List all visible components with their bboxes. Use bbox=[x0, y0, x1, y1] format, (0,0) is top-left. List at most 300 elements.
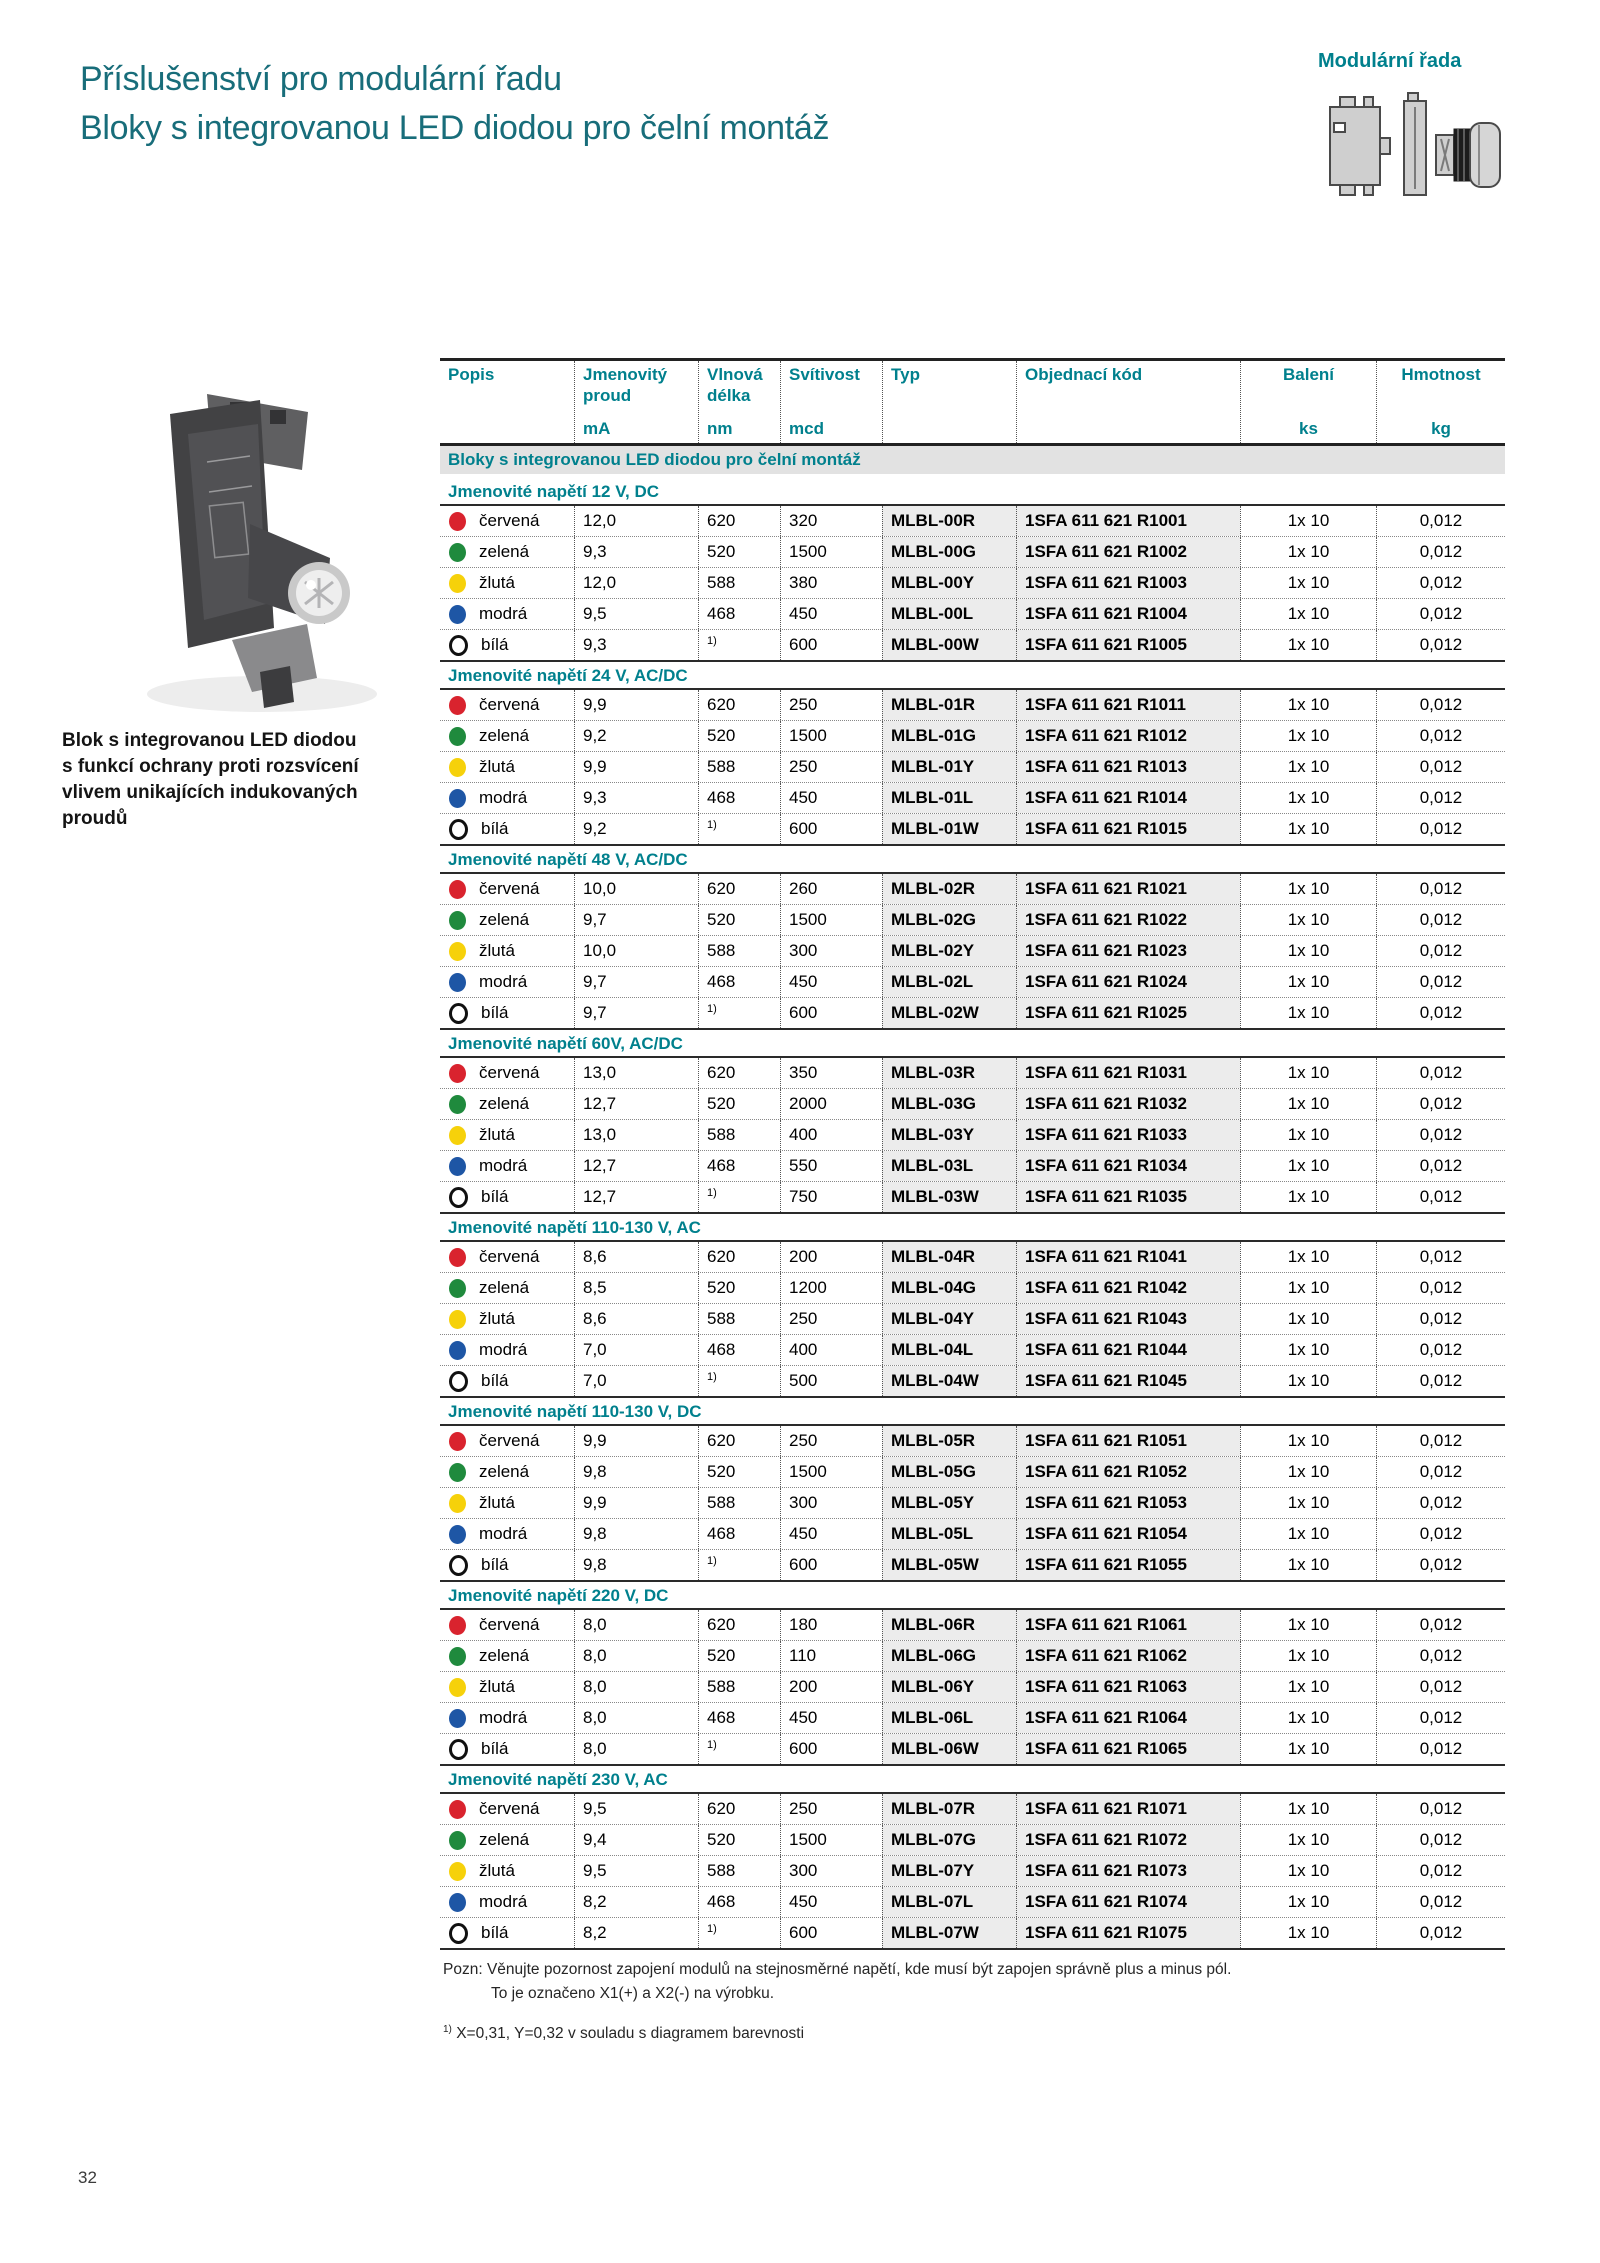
led-color-dot-blue bbox=[449, 1341, 466, 1360]
color-name: modrá bbox=[479, 1524, 528, 1543]
cell-package: 1x 10 bbox=[1240, 1794, 1376, 1824]
cell-weight: 0,012 bbox=[1376, 1304, 1505, 1334]
led-color-dot-green bbox=[449, 911, 466, 930]
cell-rated-current: 8,0 bbox=[574, 1672, 698, 1702]
cell-package: 1x 10 bbox=[1240, 1151, 1376, 1181]
table-row bbox=[440, 1671, 1505, 1702]
led-color-dot-red bbox=[449, 696, 466, 715]
cell-package: 1x 10 bbox=[1240, 814, 1376, 844]
column-header bbox=[698, 361, 780, 443]
caption-line: vlivem unikajících indukovaných bbox=[62, 782, 358, 803]
cell-type: MLBL-04Y bbox=[882, 1304, 1016, 1334]
cell-weight: 0,012 bbox=[1376, 814, 1505, 844]
cell-type: MLBL-06R bbox=[882, 1610, 1016, 1640]
cell-weight: 0,012 bbox=[1376, 1457, 1505, 1487]
led-color-dot-white bbox=[449, 1739, 468, 1760]
modular-range-icon bbox=[1318, 87, 1508, 205]
cell-luminosity: 380 bbox=[780, 568, 882, 598]
led-color-dot-yellow bbox=[449, 758, 466, 777]
cell-order-code: 1SFA 611 621 R1065 bbox=[1016, 1734, 1240, 1764]
cell-type: MLBL-03W bbox=[882, 1182, 1016, 1212]
section-title: Jmenovité napětí 12 V, DC bbox=[440, 478, 1505, 506]
led-color-dot-blue bbox=[449, 1157, 466, 1176]
cell-package: 1x 10 bbox=[1240, 1825, 1376, 1855]
cell-order-code: 1SFA 611 621 R1004 bbox=[1016, 599, 1240, 629]
column-label: Objednací kód bbox=[1025, 365, 1143, 384]
series-corner bbox=[1318, 50, 1528, 205]
cell-weight: 0,012 bbox=[1376, 905, 1505, 935]
column-unit: ks bbox=[1299, 419, 1318, 438]
led-color-dot-yellow bbox=[449, 1862, 466, 1881]
column-sublabel: proud bbox=[583, 386, 632, 405]
cell-package: 1x 10 bbox=[1240, 1273, 1376, 1303]
led-color-dot-white bbox=[449, 1371, 468, 1392]
cell-weight: 0,012 bbox=[1376, 1550, 1505, 1580]
series-label: Modulární řada bbox=[1318, 50, 1462, 72]
cell-type: MLBL-00G bbox=[882, 537, 1016, 567]
cell-weight: 0,012 bbox=[1376, 506, 1505, 536]
color-name: modrá bbox=[479, 1708, 528, 1727]
cell-order-code: 1SFA 611 621 R1073 bbox=[1016, 1856, 1240, 1886]
cell-order-code: 1SFA 611 621 R1001 bbox=[1016, 506, 1240, 536]
cell-type: MLBL-07R bbox=[882, 1794, 1016, 1824]
cell-order-code: 1SFA 611 621 R1064 bbox=[1016, 1703, 1240, 1733]
cell-type: MLBL-07Y bbox=[882, 1856, 1016, 1886]
cell-luminosity: 450 bbox=[780, 1519, 882, 1549]
cell-luminosity: 450 bbox=[780, 783, 882, 813]
cell-order-code: 1SFA 611 621 R1033 bbox=[1016, 1120, 1240, 1150]
table-row bbox=[440, 1610, 1505, 1640]
cell-wavelength: 588 bbox=[698, 1488, 780, 1518]
cell-weight: 0,012 bbox=[1376, 1058, 1505, 1088]
cell-luminosity: 450 bbox=[780, 1703, 882, 1733]
cell-type: MLBL-01Y bbox=[882, 752, 1016, 782]
cell-package: 1x 10 bbox=[1240, 1856, 1376, 1886]
cell-package: 1x 10 bbox=[1240, 1120, 1376, 1150]
led-color-dot-white bbox=[449, 819, 468, 840]
table-row bbox=[440, 1886, 1505, 1917]
table-row bbox=[440, 1855, 1505, 1886]
color-name: žlutá bbox=[479, 1309, 515, 1328]
cell-weight: 0,012 bbox=[1376, 1672, 1505, 1702]
cell-luminosity: 250 bbox=[780, 1794, 882, 1824]
led-color-dot-red bbox=[449, 1800, 466, 1819]
cell-rated-current: 8,6 bbox=[574, 1304, 698, 1334]
cell-package: 1x 10 bbox=[1240, 1887, 1376, 1917]
column-header bbox=[882, 361, 1016, 443]
cell-luminosity: 350 bbox=[780, 1058, 882, 1088]
cell-wavelength: 468 bbox=[698, 967, 780, 997]
led-color-dot-blue bbox=[449, 1893, 466, 1912]
cell-type: MLBL-00Y bbox=[882, 568, 1016, 598]
page-title: Příslušenství pro modulární řadu bbox=[80, 60, 562, 98]
photo-caption bbox=[62, 728, 442, 832]
led-color-dot-white bbox=[449, 1003, 468, 1024]
cell-popis bbox=[440, 752, 574, 782]
color-name: bílá bbox=[481, 1739, 509, 1758]
led-color-dot-red bbox=[449, 1248, 466, 1267]
table-row bbox=[440, 1242, 1505, 1272]
cell-rated-current: 8,2 bbox=[574, 1887, 698, 1917]
cell-package: 1x 10 bbox=[1240, 752, 1376, 782]
cell-weight: 0,012 bbox=[1376, 752, 1505, 782]
cell-type: MLBL-01W bbox=[882, 814, 1016, 844]
cell-order-code: 1SFA 611 621 R1052 bbox=[1016, 1457, 1240, 1487]
cell-package: 1x 10 bbox=[1240, 1089, 1376, 1119]
cell-package: 1x 10 bbox=[1240, 1519, 1376, 1549]
voltage-section bbox=[440, 1766, 1505, 1950]
product-photo bbox=[112, 372, 392, 720]
column-label: Balení bbox=[1282, 365, 1335, 384]
cell-type: MLBL-04G bbox=[882, 1273, 1016, 1303]
cell-rated-current: 9,7 bbox=[574, 998, 698, 1028]
cell-package: 1x 10 bbox=[1240, 1918, 1376, 1948]
column-header bbox=[1016, 361, 1240, 443]
cell-popis bbox=[440, 967, 574, 997]
color-name: zelená bbox=[479, 1462, 530, 1481]
table-row bbox=[440, 1181, 1505, 1212]
cell-wavelength: 1) bbox=[698, 1366, 780, 1396]
cell-luminosity: 450 bbox=[780, 967, 882, 997]
cell-luminosity: 300 bbox=[780, 936, 882, 966]
cell-luminosity: 2000 bbox=[780, 1089, 882, 1119]
column-sublabel: délka bbox=[707, 386, 751, 405]
cell-type: MLBL-05R bbox=[882, 1426, 1016, 1456]
cell-order-code: 1SFA 611 621 R1003 bbox=[1016, 568, 1240, 598]
cell-order-code: 1SFA 611 621 R1045 bbox=[1016, 1366, 1240, 1396]
note-line-1: Pozn: Věnujte pozornost zapojení modulů na stejnosměrné napětí, kde musí být zapojen správně plus a minus pól. bbox=[443, 1961, 1232, 1978]
cell-order-code: 1SFA 611 621 R1053 bbox=[1016, 1488, 1240, 1518]
cell-wavelength: 468 bbox=[698, 599, 780, 629]
cell-order-code: 1SFA 611 621 R1043 bbox=[1016, 1304, 1240, 1334]
cell-weight: 0,012 bbox=[1376, 630, 1505, 660]
cell-rated-current: 9,2 bbox=[574, 814, 698, 844]
cell-popis bbox=[440, 1856, 574, 1886]
cell-weight: 0,012 bbox=[1376, 936, 1505, 966]
cell-popis bbox=[440, 936, 574, 966]
column-label: Jmenovitý bbox=[583, 365, 668, 384]
cell-wavelength: 588 bbox=[698, 1856, 780, 1886]
cell-order-code: 1SFA 611 621 R1044 bbox=[1016, 1335, 1240, 1365]
cell-popis bbox=[440, 1610, 574, 1640]
table-row bbox=[440, 966, 1505, 997]
table-row bbox=[440, 629, 1505, 660]
cell-package: 1x 10 bbox=[1240, 967, 1376, 997]
cell-order-code: 1SFA 611 621 R1034 bbox=[1016, 1151, 1240, 1181]
cell-rated-current: 12,7 bbox=[574, 1151, 698, 1181]
cell-luminosity: 1500 bbox=[780, 537, 882, 567]
column-unit: mA bbox=[583, 419, 611, 438]
cell-luminosity: 1500 bbox=[780, 905, 882, 935]
cell-wavelength: 1) bbox=[698, 1550, 780, 1580]
cell-type: MLBL-06Y bbox=[882, 1672, 1016, 1702]
cell-weight: 0,012 bbox=[1376, 537, 1505, 567]
cell-popis bbox=[440, 537, 574, 567]
voltage-section bbox=[440, 1030, 1505, 1214]
cell-luminosity: 250 bbox=[780, 1304, 882, 1334]
cell-package: 1x 10 bbox=[1240, 690, 1376, 720]
cell-rated-current: 8,2 bbox=[574, 1918, 698, 1948]
color-name: bílá bbox=[481, 1187, 509, 1206]
cell-order-code: 1SFA 611 621 R1074 bbox=[1016, 1887, 1240, 1917]
cell-popis bbox=[440, 1672, 574, 1702]
cell-order-code: 1SFA 611 621 R1075 bbox=[1016, 1918, 1240, 1948]
cell-order-code: 1SFA 611 621 R1005 bbox=[1016, 630, 1240, 660]
cell-type: MLBL-04W bbox=[882, 1366, 1016, 1396]
column-label: Typ bbox=[891, 365, 920, 384]
cell-weight: 0,012 bbox=[1376, 690, 1505, 720]
color-name: zelená bbox=[479, 1830, 530, 1849]
cell-order-code: 1SFA 611 621 R1054 bbox=[1016, 1519, 1240, 1549]
table-row bbox=[440, 1334, 1505, 1365]
led-color-dot-green bbox=[449, 1647, 466, 1666]
led-color-dot-blue bbox=[449, 1525, 466, 1544]
cell-rated-current: 9,9 bbox=[574, 690, 698, 720]
color-name: bílá bbox=[481, 1555, 509, 1574]
cell-order-code: 1SFA 611 621 R1012 bbox=[1016, 721, 1240, 751]
cell-type: MLBL-01G bbox=[882, 721, 1016, 751]
cell-wavelength: 620 bbox=[698, 690, 780, 720]
voltage-section bbox=[440, 1582, 1505, 1766]
color-name: modrá bbox=[479, 1340, 528, 1359]
cell-order-code: 1SFA 611 621 R1032 bbox=[1016, 1089, 1240, 1119]
color-name: zelená bbox=[479, 910, 530, 929]
color-name: bílá bbox=[481, 819, 509, 838]
cell-popis bbox=[440, 1825, 574, 1855]
column-unit: kg bbox=[1431, 419, 1451, 438]
led-color-dot-blue bbox=[449, 973, 466, 992]
cell-rated-current: 9,5 bbox=[574, 1794, 698, 1824]
color-name: žlutá bbox=[479, 941, 515, 960]
cell-order-code: 1SFA 611 621 R1061 bbox=[1016, 1610, 1240, 1640]
cell-package: 1x 10 bbox=[1240, 905, 1376, 935]
table-row bbox=[440, 1518, 1505, 1549]
page-header bbox=[80, 55, 829, 153]
footnote: $^{1)}$ X=0,31, Y=0,32 v souladu s diagramem barevnosti bbox=[443, 2024, 805, 2043]
cell-popis bbox=[440, 690, 574, 720]
color-name: červená bbox=[479, 695, 540, 714]
cell-package: 1x 10 bbox=[1240, 1703, 1376, 1733]
cell-package: 1x 10 bbox=[1240, 1058, 1376, 1088]
cell-type: MLBL-05G bbox=[882, 1457, 1016, 1487]
color-name: zelená bbox=[479, 1094, 530, 1113]
cell-type: MLBL-03L bbox=[882, 1151, 1016, 1181]
cell-popis bbox=[440, 1488, 574, 1518]
color-name: bílá bbox=[481, 1371, 509, 1390]
color-name: modrá bbox=[479, 604, 528, 623]
cell-rated-current: 9,8 bbox=[574, 1550, 698, 1580]
cell-wavelength: 620 bbox=[698, 1794, 780, 1824]
voltage-section bbox=[440, 1398, 1505, 1582]
cell-luminosity: 180 bbox=[780, 1610, 882, 1640]
cell-type: MLBL-06G bbox=[882, 1641, 1016, 1671]
color-name: zelená bbox=[479, 1278, 530, 1297]
cell-wavelength: 620 bbox=[698, 1610, 780, 1640]
cell-type: MLBL-05W bbox=[882, 1550, 1016, 1580]
cell-weight: 0,012 bbox=[1376, 1151, 1505, 1181]
cell-luminosity: 450 bbox=[780, 1887, 882, 1917]
table-row bbox=[440, 904, 1505, 935]
led-color-dot-green bbox=[449, 727, 466, 746]
cell-luminosity: 1200 bbox=[780, 1273, 882, 1303]
cell-popis bbox=[440, 783, 574, 813]
cell-luminosity: 750 bbox=[780, 1182, 882, 1212]
table-row bbox=[440, 1119, 1505, 1150]
cell-rated-current: 9,3 bbox=[574, 630, 698, 660]
table-row bbox=[440, 598, 1505, 629]
cell-popis bbox=[440, 1120, 574, 1150]
cell-weight: 0,012 bbox=[1376, 599, 1505, 629]
cell-weight: 0,012 bbox=[1376, 874, 1505, 904]
cell-rated-current: 12,7 bbox=[574, 1089, 698, 1119]
cell-order-code: 1SFA 611 621 R1072 bbox=[1016, 1825, 1240, 1855]
cell-type: MLBL-07L bbox=[882, 1887, 1016, 1917]
cell-type: MLBL-02L bbox=[882, 967, 1016, 997]
cell-rated-current: 9,9 bbox=[574, 752, 698, 782]
cell-wavelength: 620 bbox=[698, 1058, 780, 1088]
cell-order-code: 1SFA 611 621 R1062 bbox=[1016, 1641, 1240, 1671]
cell-rated-current: 10,0 bbox=[574, 936, 698, 966]
cell-wavelength: 588 bbox=[698, 1304, 780, 1334]
cell-wavelength: 1) bbox=[698, 1734, 780, 1764]
cell-rated-current: 12,0 bbox=[574, 568, 698, 598]
cell-rated-current: 9,9 bbox=[574, 1488, 698, 1518]
cell-popis bbox=[440, 1703, 574, 1733]
column-label: Vlnová bbox=[707, 365, 763, 384]
color-name: zelená bbox=[479, 1646, 530, 1665]
cell-package: 1x 10 bbox=[1240, 506, 1376, 536]
cell-popis bbox=[440, 1426, 574, 1456]
voltage-section bbox=[440, 1214, 1505, 1398]
cell-type: MLBL-00L bbox=[882, 599, 1016, 629]
cell-package: 1x 10 bbox=[1240, 936, 1376, 966]
cell-luminosity: 400 bbox=[780, 1120, 882, 1150]
table-row bbox=[440, 1150, 1505, 1181]
cell-package: 1x 10 bbox=[1240, 874, 1376, 904]
led-color-dot-white bbox=[449, 635, 468, 656]
cell-rated-current: 8,0 bbox=[574, 1641, 698, 1671]
cell-wavelength: 468 bbox=[698, 1887, 780, 1917]
cell-type: MLBL-03R bbox=[882, 1058, 1016, 1088]
cell-rated-current: 13,0 bbox=[574, 1058, 698, 1088]
cell-order-code: 1SFA 611 621 R1015 bbox=[1016, 814, 1240, 844]
cell-wavelength: 468 bbox=[698, 1151, 780, 1181]
table-notes bbox=[440, 1958, 1505, 2046]
cell-wavelength: 468 bbox=[698, 1335, 780, 1365]
cell-wavelength: 588 bbox=[698, 1672, 780, 1702]
led-color-dot-red bbox=[449, 1064, 466, 1083]
led-color-dot-yellow bbox=[449, 1678, 466, 1697]
cell-popis bbox=[440, 1887, 574, 1917]
cell-wavelength: 620 bbox=[698, 1426, 780, 1456]
led-color-dot-red bbox=[449, 880, 466, 899]
column-unit: nm bbox=[707, 419, 733, 438]
cell-weight: 0,012 bbox=[1376, 783, 1505, 813]
led-color-dot-green bbox=[449, 1095, 466, 1114]
cell-type: MLBL-02G bbox=[882, 905, 1016, 935]
cell-rated-current: 9,3 bbox=[574, 783, 698, 813]
cell-rated-current: 9,2 bbox=[574, 721, 698, 751]
cell-wavelength: 520 bbox=[698, 1273, 780, 1303]
section-title: Jmenovité napětí 220 V, DC bbox=[440, 1582, 1505, 1610]
color-name: červená bbox=[479, 1431, 540, 1450]
led-color-dot-blue bbox=[449, 605, 466, 624]
cell-order-code: 1SFA 611 621 R1071 bbox=[1016, 1794, 1240, 1824]
section-title: Jmenovité napětí 230 V, AC bbox=[440, 1766, 1505, 1794]
cell-order-code: 1SFA 611 621 R1055 bbox=[1016, 1550, 1240, 1580]
section-title: Jmenovité napětí 48 V, AC/DC bbox=[440, 846, 1505, 874]
table-row bbox=[440, 1303, 1505, 1334]
cell-rated-current: 7,0 bbox=[574, 1335, 698, 1365]
color-name: červená bbox=[479, 879, 540, 898]
cell-weight: 0,012 bbox=[1376, 1089, 1505, 1119]
table-row bbox=[440, 1702, 1505, 1733]
table-row bbox=[440, 536, 1505, 567]
led-color-dot-yellow bbox=[449, 942, 466, 961]
table-row bbox=[440, 690, 1505, 720]
cell-package: 1x 10 bbox=[1240, 1366, 1376, 1396]
color-name: červená bbox=[479, 1799, 540, 1818]
cell-wavelength: 520 bbox=[698, 721, 780, 751]
color-name: modrá bbox=[479, 1156, 528, 1175]
cell-luminosity: 320 bbox=[780, 506, 882, 536]
cell-popis bbox=[440, 1457, 574, 1487]
cell-luminosity: 250 bbox=[780, 690, 882, 720]
cell-luminosity: 1500 bbox=[780, 1457, 882, 1487]
cell-luminosity: 300 bbox=[780, 1488, 882, 1518]
table-row bbox=[440, 751, 1505, 782]
cell-wavelength: 588 bbox=[698, 936, 780, 966]
cell-popis bbox=[440, 1918, 574, 1948]
color-name: žlutá bbox=[479, 757, 515, 776]
cell-wavelength: 620 bbox=[698, 874, 780, 904]
cell-rated-current: 9,5 bbox=[574, 1856, 698, 1886]
led-color-dot-blue bbox=[449, 789, 466, 808]
table-row bbox=[440, 997, 1505, 1028]
color-name: zelená bbox=[479, 726, 530, 745]
color-name: modrá bbox=[479, 1892, 528, 1911]
cell-luminosity: 110 bbox=[780, 1641, 882, 1671]
note-line-2: To je označeno X1(+) a X2(-) na výrobku. bbox=[491, 1985, 775, 2002]
led-color-dot-green bbox=[449, 1463, 466, 1482]
cell-popis bbox=[440, 1304, 574, 1334]
color-name: červená bbox=[479, 1063, 540, 1082]
cell-popis bbox=[440, 1182, 574, 1212]
cell-order-code: 1SFA 611 621 R1023 bbox=[1016, 936, 1240, 966]
cell-luminosity: 200 bbox=[780, 1242, 882, 1272]
cell-popis bbox=[440, 814, 574, 844]
cell-order-code: 1SFA 611 621 R1011 bbox=[1016, 690, 1240, 720]
cell-package: 1x 10 bbox=[1240, 599, 1376, 629]
cell-luminosity: 250 bbox=[780, 752, 882, 782]
table-row bbox=[440, 1487, 1505, 1518]
cell-rated-current: 8,0 bbox=[574, 1703, 698, 1733]
cell-type: MLBL-01R bbox=[882, 690, 1016, 720]
table-row bbox=[440, 1733, 1505, 1764]
cell-luminosity: 550 bbox=[780, 1151, 882, 1181]
products-table bbox=[440, 358, 1505, 2046]
cell-package: 1x 10 bbox=[1240, 1610, 1376, 1640]
cell-package: 1x 10 bbox=[1240, 1426, 1376, 1456]
cell-wavelength: 620 bbox=[698, 506, 780, 536]
cell-package: 1x 10 bbox=[1240, 1304, 1376, 1334]
color-name: modrá bbox=[479, 972, 528, 991]
color-name: žlutá bbox=[479, 1493, 515, 1512]
cell-popis bbox=[440, 1089, 574, 1119]
cell-order-code: 1SFA 611 621 R1014 bbox=[1016, 783, 1240, 813]
cell-wavelength: 1) bbox=[698, 998, 780, 1028]
caption-line: proudů bbox=[62, 808, 128, 829]
